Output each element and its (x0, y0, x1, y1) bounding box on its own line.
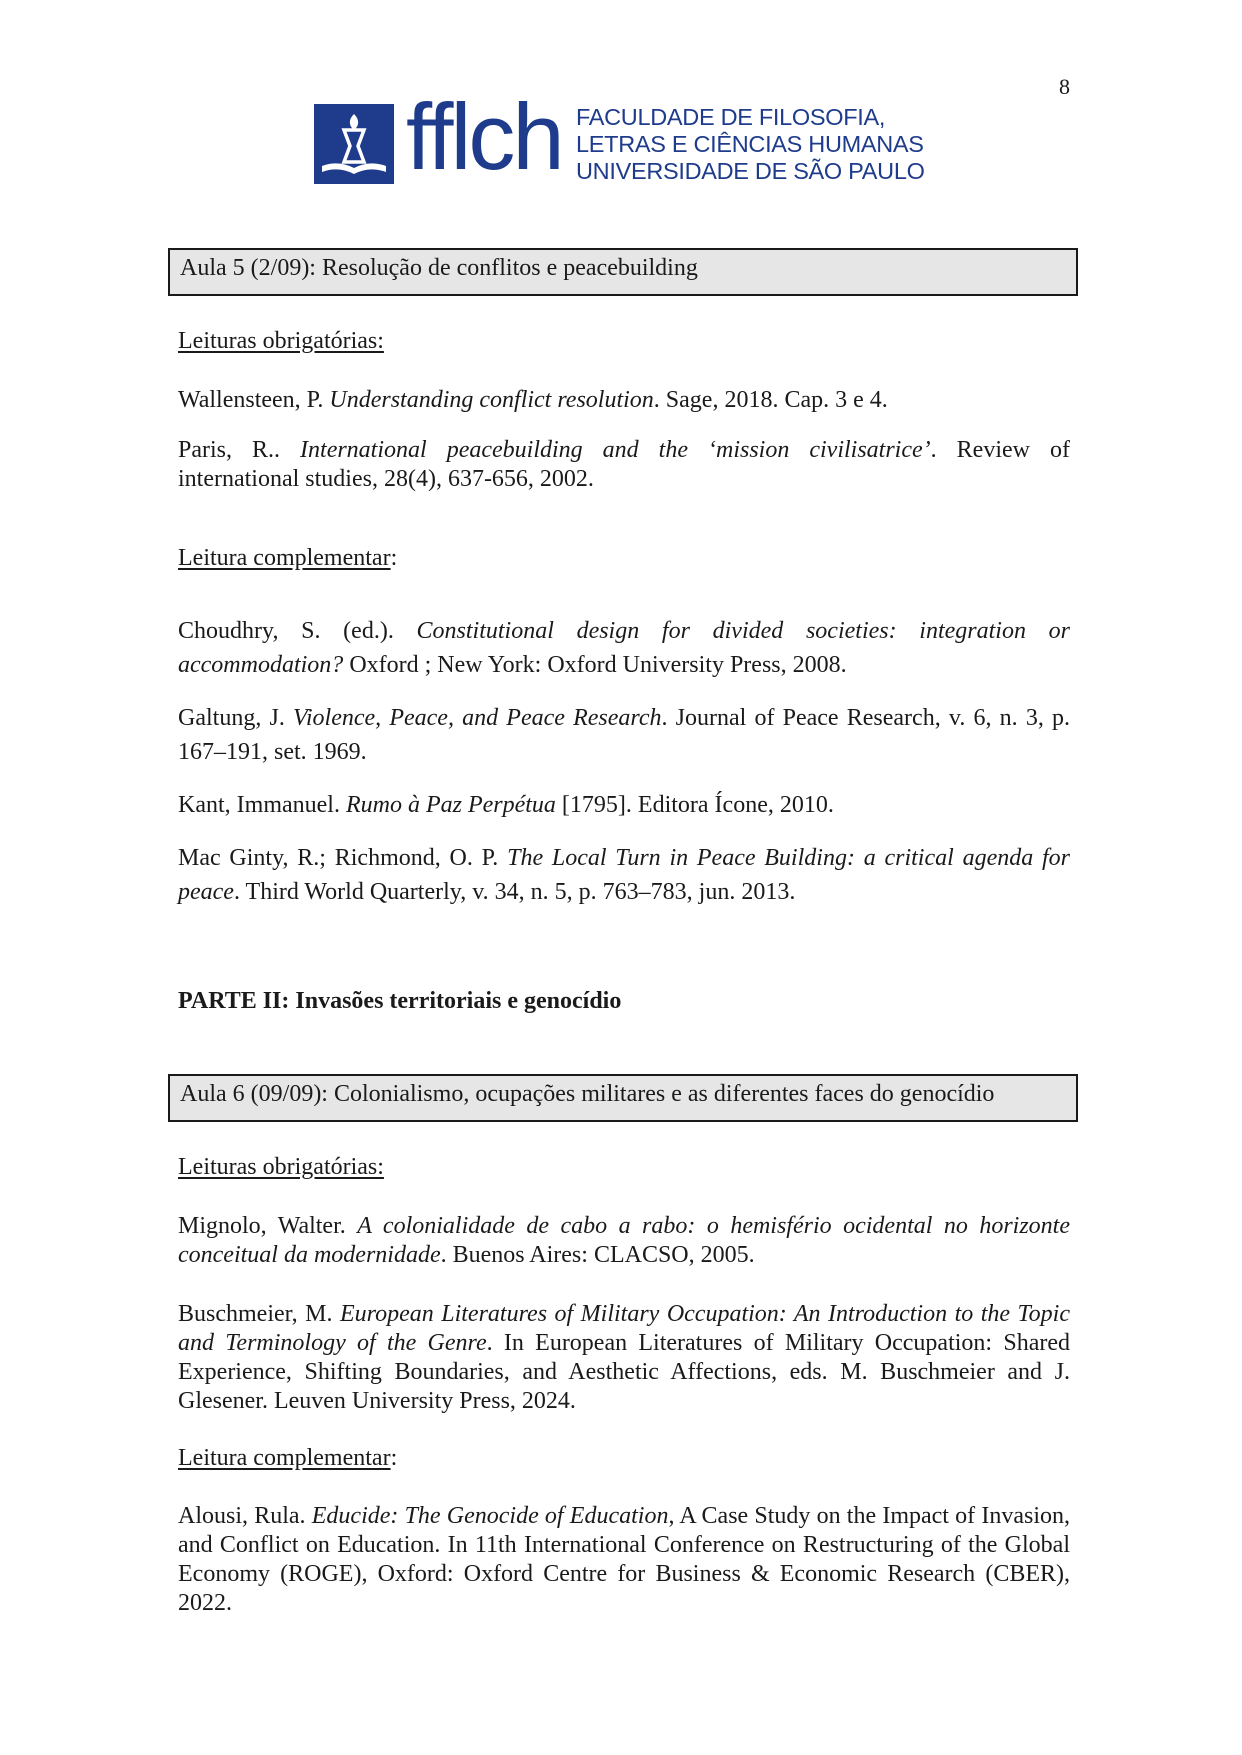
ref-author: Paris, R.. (178, 437, 301, 463)
reference-entry (178, 788, 1070, 822)
ref-rest: . Journal of Peace Research, v. 6, n. 3, p. 167–191, set. 1969. (178, 705, 1070, 765)
reference-entry (178, 1300, 1070, 1416)
reference-entry (178, 841, 1070, 909)
ref-title: European Literatures of Military Occupation: An Introduction to the Topic and Terminology of the Genre (178, 1301, 1070, 1356)
ref-author: Mignolo, Walter. (178, 1213, 358, 1239)
reference-entry (178, 1502, 1070, 1618)
heading-text: Leituras obrigatórias: (178, 328, 384, 354)
ref-rest: Oxford ; New York: Oxford University Press, 2008. (343, 652, 847, 678)
ref-rest: , A Case Study on the Impact of Invasion, and Conflict on Education. In 11th International Conference on Restructuring of the Global Economy (ROGE), Oxford: Oxford Centre for Business & Economic Research (CBER), 2022. (178, 1503, 1071, 1616)
ref-title: Constitutional design for divided societies: integration or accommodation? (178, 618, 1070, 678)
ref-rest: . Third World Quarterly, v. 34, n. 5, p. 763–783, jun. 2013. (233, 879, 796, 905)
aula6-title-box (168, 1074, 1078, 1122)
aula5-title: Aula 5 (2/09): Resolução de conflitos e peacebuilding (180, 255, 698, 281)
ref-author: Alousi, Rula. (178, 1503, 312, 1529)
aula5-title-box (168, 248, 1078, 296)
reference-entry (178, 1212, 1070, 1270)
page-number: 8 (1059, 74, 1070, 99)
aula6-complementary-heading (178, 1444, 1070, 1473)
parte2-heading: PARTE II: Invasões territoriais e genocídio (178, 988, 622, 1014)
ref-title: A colonialidade de cabo a rabo: o hemisfério ocidental no horizonte conceitual da modernidade (178, 1213, 1071, 1268)
reference-entry (178, 386, 1070, 415)
fflch-logo (314, 84, 925, 189)
ref-author: Galtung, J. (178, 705, 293, 731)
aula5-mandatory-heading (178, 327, 1070, 356)
logo-line: LETRAS E CIÊNCIAS HUMANAS (576, 131, 924, 157)
ref-author: Choudhry, S. (ed.). (178, 618, 417, 644)
ref-rest: [1795]. Editora Ícone, 2010. (555, 792, 834, 818)
reference-entry (178, 436, 1070, 494)
ref-title: Understanding conflict resolution (329, 387, 654, 413)
reference-entry (178, 701, 1070, 769)
ref-title: Violence, Peace, and Peace Research (293, 705, 662, 731)
aula6-mandatory-heading (178, 1153, 1070, 1182)
ref-author: Kant, Immanuel. (178, 792, 346, 818)
ref-rest: . Sage, 2018. Cap. 3 e 4. (653, 387, 888, 413)
aula5-complementary-heading (178, 544, 1070, 573)
heading-colon: : (390, 545, 398, 571)
heading-text: Leitura complementar (178, 545, 391, 571)
aula6-title: Aula 6 (09/09): Colonialismo, ocupações militares e as diferentes faces do genocídio (180, 1081, 995, 1107)
heading-text: Leitura complementar (178, 1445, 391, 1471)
logo-line: UNIVERSIDADE DE SÃO PAULO (576, 158, 925, 184)
ref-title: International peacebuilding and the ‘mission civilisatrice’ (300, 437, 931, 463)
ref-rest: . Buenos Aires: CLACSO, 2005. (440, 1242, 755, 1268)
heading-colon: : (390, 1445, 398, 1471)
ref-rest: . Review of international studies, 28(4), 637-656, 2002. (178, 437, 1070, 492)
heading-text: Leituras obrigatórias: (178, 1154, 384, 1180)
ref-author: Wallensteen, P. (178, 387, 330, 413)
ref-author: Buschmeier, M. (178, 1301, 340, 1327)
ref-title: Educide: The Genocide of Education (311, 1503, 669, 1529)
ref-rest: . In European Literatures of Military Occupation: Shared Experience, Shifting Boundaries, and Aesthetic Affections, eds. M. Buschmeier and J. Glesener. Leuven University Press, 2024. (178, 1330, 1071, 1414)
ref-author: Mac Ginty, R.; Richmond, O. P. (178, 845, 508, 871)
logo-wordmark: fflch (406, 84, 562, 189)
torch-book-emblem-icon (314, 104, 394, 184)
logo-institution-name (576, 104, 925, 185)
ref-title: The Local Turn in Peace Building: a critical agenda for peace (178, 845, 1070, 905)
reference-entry (178, 614, 1070, 682)
logo-line: FACULDADE DE FILOSOFIA, (576, 104, 886, 130)
ref-title: Rumo à Paz Perpétua (345, 792, 556, 818)
